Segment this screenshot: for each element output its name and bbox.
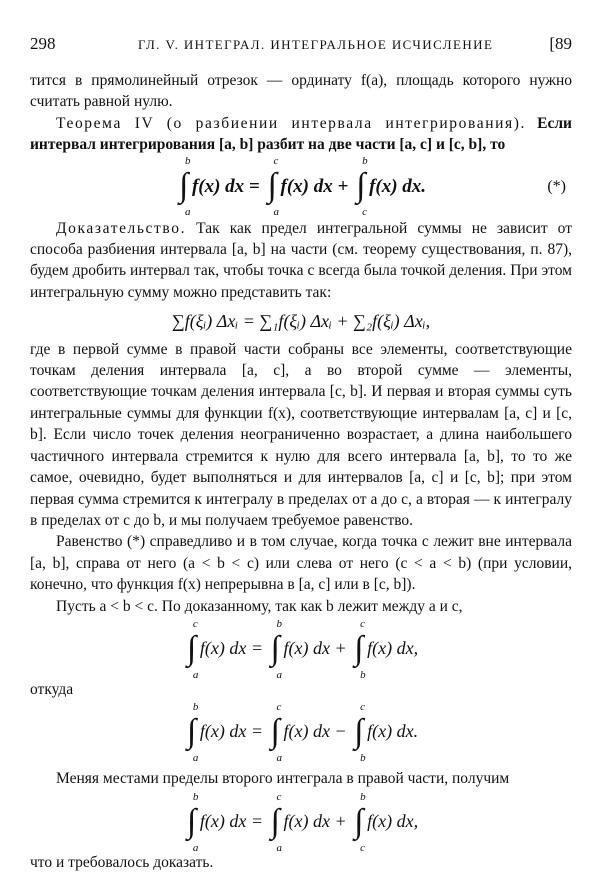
- upper-limit: c: [276, 701, 282, 714]
- integral-rhs-1: ∫ c a: [270, 790, 283, 854]
- operator-sign: +: [334, 810, 347, 831]
- integral-rhs-2: ∫ b c: [354, 790, 366, 854]
- plus-sign: +: [337, 175, 349, 197]
- upper-limit: c: [192, 617, 198, 630]
- lower-limit: a: [276, 841, 283, 854]
- integrand: f(x) dx: [191, 175, 245, 197]
- lower-limit: a: [276, 668, 283, 681]
- lower-limit: a: [184, 206, 191, 219]
- theorem-title: Теорема IV (о разбиении интервала интегрирования).: [56, 114, 526, 132]
- lower-limit: a: [276, 752, 283, 765]
- upper-limit: c: [273, 155, 279, 168]
- lower-limit: a: [192, 752, 199, 765]
- paragraph-end: что и требовалось доказать.: [30, 853, 214, 871]
- paragraph-swap: Меняя местами пределы второго интеграла в правой части, получим: [56, 770, 510, 788]
- theorem-statement: Если интервал интегрирования [a, b] разбит на две части [a, c] и [c, b], то: [30, 114, 572, 154]
- formula-main: [30, 156, 572, 218]
- equals-sign: =: [250, 637, 264, 658]
- lower-limit: b: [360, 668, 366, 681]
- equals-sign: =: [250, 810, 264, 831]
- paragraph-equality: Равенство (*) справедливо и в том случае, когда точка c лежит вне интервала [a, b], справа от него (a < b < c) или слева от него (c < a < b) (при условии, конечно, что функция f(x) непрерывна в [a, c] или в [c, b]).: [30, 533, 572, 594]
- upper-limit: b: [276, 617, 283, 630]
- paragraph-sums: где в первой сумме в правой части собраны все элементы, соответствующие точкам деления интервала [a, c], а во второй сумме — элементы, соответствующие точкам деления интервала [c, b]. И первая и вторая суммы суть интегральные суммы для функции f(x), соответствующие интервалам [a, c] и [c, b]. Если число точек деления неограниченно возрастает, а длина наибольшего частичного интервала стремится к нулю для всего интервала [a, b], то то же самое, очевидно, будет выполняться и для интервалов [a, c] и [c, b]; при этом первая сумма стремится к интегралу в пределах от a до c, а вторая — к интегралу в пределах от c до b, и мы получаем требуемое равенство.: [30, 340, 572, 529]
- upper-limit: b: [360, 790, 366, 803]
- upper-limit: c: [360, 701, 366, 714]
- upper-limit: b: [192, 790, 199, 803]
- integrand: f(x) dx: [199, 721, 247, 742]
- integrand: f(x) dx: [283, 637, 330, 658]
- integrand: f(x) dx: [199, 637, 247, 658]
- theorem-paragraph: [30, 113, 572, 156]
- equation-tag: (*): [547, 177, 566, 195]
- paragraph-continuation: тится в прямолинейный отрезок — ординату f(a), площадь которого нужно считать равной нулю.: [30, 72, 572, 111]
- integrand: f(x) dx.: [367, 721, 419, 742]
- operator-sign: −: [334, 721, 347, 742]
- integral-rhs-1: ∫ b a: [270, 617, 283, 681]
- integral-rhs-1: ∫ c a: [267, 155, 279, 219]
- upper-limit: b: [362, 155, 368, 168]
- formula-4: [30, 790, 572, 852]
- integrand: f(x) dx,: [367, 637, 419, 658]
- integral-lhs: ∫ b a: [178, 155, 191, 219]
- upper-limit: b: [192, 701, 199, 714]
- formula-3: [30, 700, 572, 765]
- integrand: f(x) dx,: [367, 810, 419, 831]
- lower-limit: a: [192, 841, 199, 854]
- page-header: [30, 34, 572, 58]
- lower-limit: c: [360, 841, 366, 854]
- integral-lhs: ∫ b a: [186, 790, 199, 854]
- integral-rhs-2: ∫ c b: [354, 617, 366, 681]
- page-body: [30, 70, 572, 873]
- equals-sign: =: [248, 175, 260, 197]
- page-number: 298: [30, 34, 56, 53]
- upper-limit: c: [360, 617, 366, 630]
- upper-limit: c: [276, 790, 282, 803]
- integrand: f(x) dx: [283, 810, 330, 831]
- integrand: f(x) dx: [199, 810, 247, 831]
- integrand: f(x) dx.: [369, 175, 427, 197]
- lower-limit: c: [362, 206, 367, 219]
- section-number: [89: [549, 34, 572, 53]
- integral-rhs-2: ∫ b c: [356, 155, 368, 219]
- operator-sign: +: [334, 637, 347, 658]
- equals-sign: =: [250, 721, 264, 742]
- integral-rhs-2: ∫ c b: [354, 701, 366, 765]
- paragraph-let: Пусть a < b < c. По доказанному, так как b лежит между a и c,: [56, 597, 463, 615]
- formula-2: [30, 617, 572, 679]
- proof-text: Так как предел интегральной суммы не зависит от способа разбиения интервала [a, b] на части (см. теорему существования, п. 87), будем дробить интервал так, чтобы точка c всегда была точкой деления. При этом интегральную сумму можно представить так:: [30, 219, 572, 301]
- word-whence: откуда: [30, 680, 74, 698]
- lower-limit: a: [192, 668, 199, 681]
- integrand: f(x) dx: [283, 721, 330, 742]
- upper-limit: b: [184, 155, 191, 168]
- proof-label: Доказательство.: [56, 219, 187, 237]
- integral-rhs-1: ∫ c a: [270, 701, 283, 765]
- integrand: f(x) dx: [280, 175, 333, 197]
- formula-sum: ∑f(ξᵢ) Δxᵢ = ∑₁f(ξᵢ) Δxᵢ + ∑₂f(ξᵢ) Δxᵢ,: [171, 311, 431, 332]
- lower-limit: a: [273, 206, 279, 219]
- proof-paragraph: [30, 218, 572, 304]
- lower-limit: b: [360, 752, 366, 765]
- integral-lhs: ∫ b a: [186, 701, 199, 765]
- running-title: ГЛ. V. ИНТЕГРАЛ. ИНТЕГРАЛЬНОЕ ИСЧИСЛЕНИЕ: [138, 37, 494, 52]
- integral-lhs: ∫ c a: [186, 617, 199, 681]
